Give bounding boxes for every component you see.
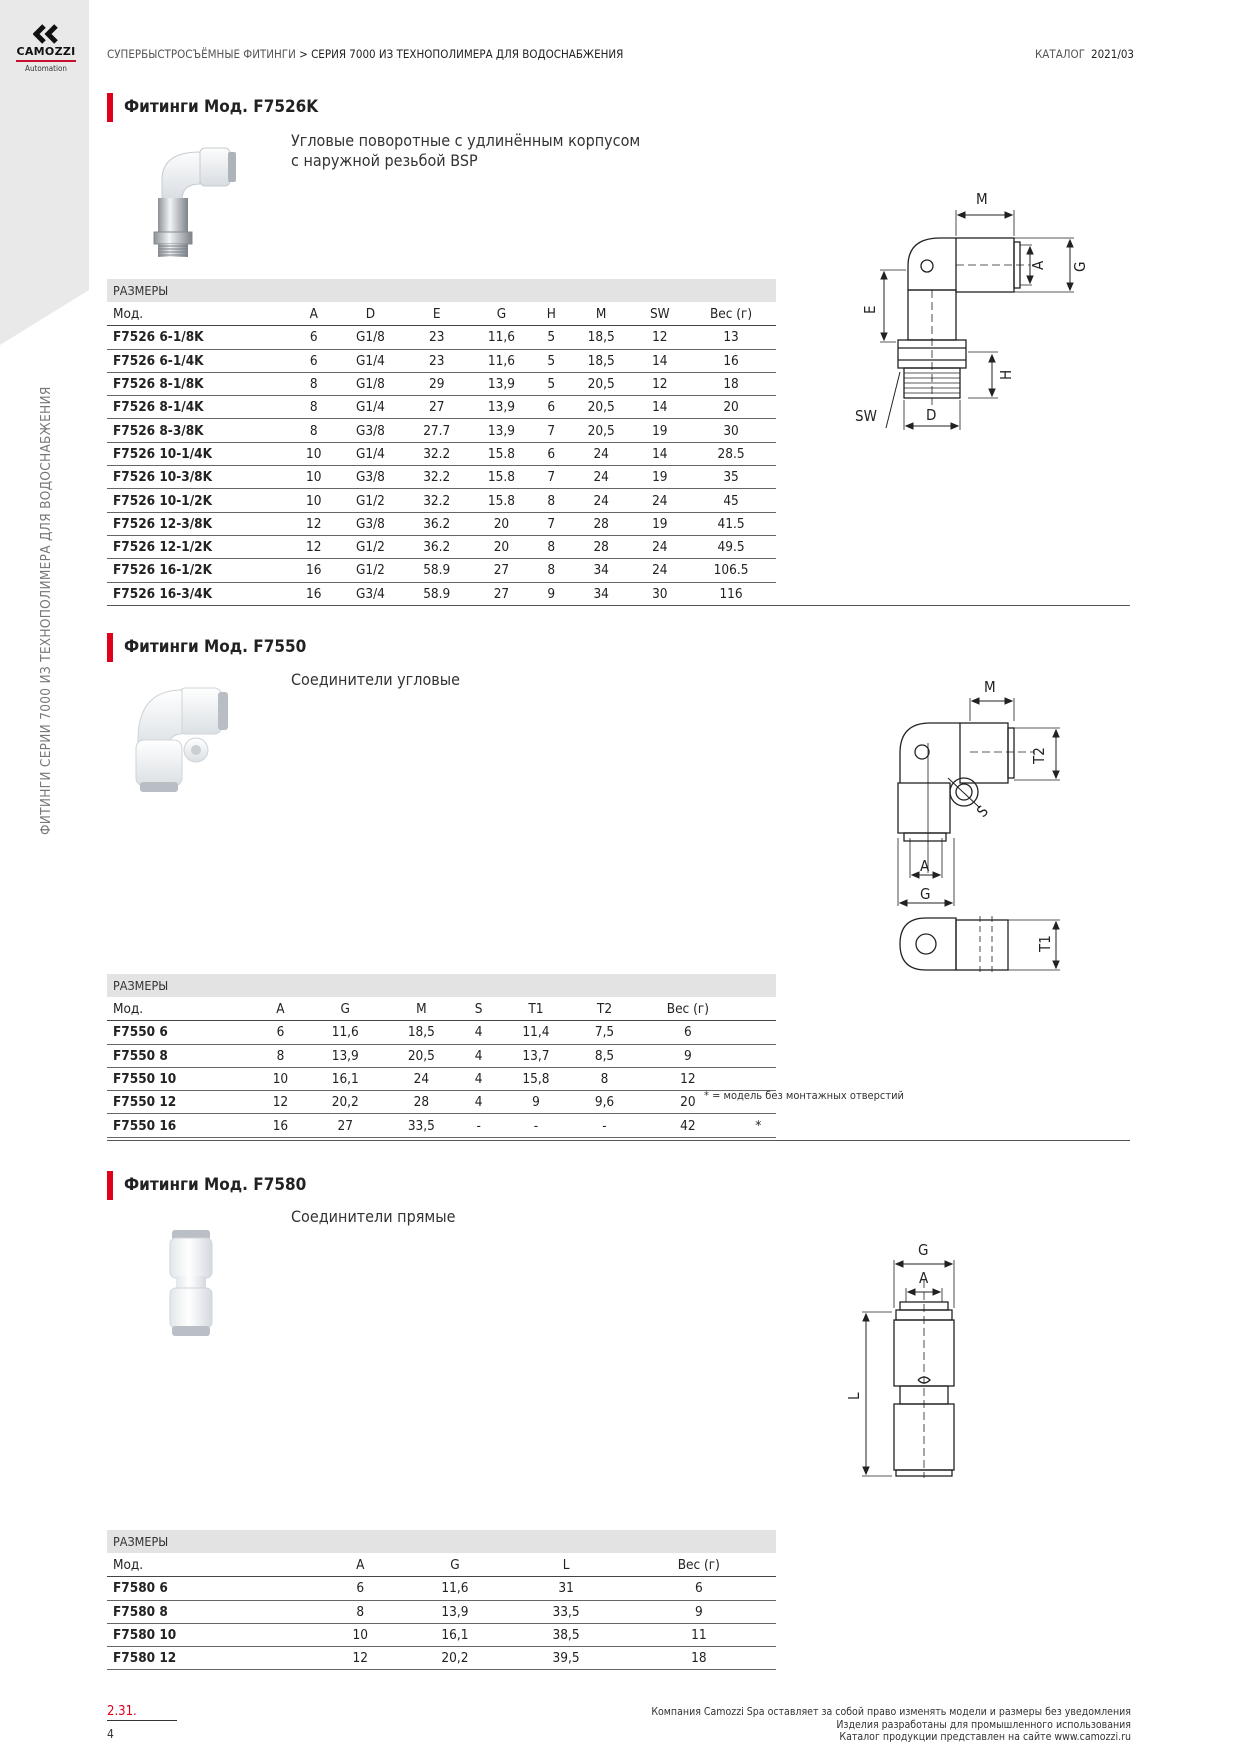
table-cell: 16 (291, 582, 336, 605)
table-row (107, 582, 776, 605)
model-code-cell: F7526 10-3/8K (107, 466, 291, 489)
model-code-cell: F7526 12-3/8K (107, 512, 291, 535)
dim-label-l: L (845, 1392, 863, 1400)
table-cell: 13,9 (469, 372, 534, 395)
dim-label-g: G (1071, 261, 1089, 272)
dim-label-s: S (973, 802, 992, 821)
brand-tagline: Automation (25, 64, 67, 73)
dim-label-a: A (1029, 260, 1047, 270)
table-cell: 35 (686, 466, 776, 489)
table-cell: 24 (569, 466, 634, 489)
table-cell: 30 (686, 419, 776, 442)
table-cell: 16 (291, 559, 336, 582)
table-cell: G3/8 (336, 466, 404, 489)
table-cell: 10 (291, 489, 336, 512)
model-code-cell: F7580 6 (107, 1577, 321, 1600)
table-cell: 11,6 (307, 1021, 383, 1044)
table-row (107, 512, 776, 535)
table-cell: 32.2 (404, 466, 469, 489)
table-cell: 24 (634, 535, 687, 558)
table-cell: 11,6 (399, 1577, 510, 1600)
table-cell: 10 (254, 1067, 308, 1090)
model-code-cell: F7580 12 (107, 1647, 321, 1670)
table-cell: 12 (291, 535, 336, 558)
table-cell: 7 (534, 512, 569, 535)
table-cell: 20 (635, 1091, 741, 1114)
table-cell: G1/4 (336, 396, 404, 419)
table-cell: 16 (254, 1114, 308, 1137)
table-cell: 27 (469, 582, 534, 605)
table-cell: 8 (321, 1600, 399, 1623)
col-header: G (469, 303, 534, 326)
table-cell: 58.9 (404, 582, 469, 605)
col-header: T2 (574, 998, 635, 1021)
table-cell: G1/2 (336, 535, 404, 558)
table-cell: 11,4 (498, 1021, 574, 1044)
table-cell: 24 (383, 1067, 459, 1090)
table-cell: 12 (634, 372, 687, 395)
table-cell: 7 (534, 466, 569, 489)
product-photo-f7550 (128, 680, 248, 798)
table-cell: 10 (291, 442, 336, 465)
model-code-cell: F7526 8-3/8K (107, 419, 291, 442)
dim-label-g: G (918, 1241, 929, 1259)
dim-label-t2: T2 (1030, 747, 1048, 764)
table-cell: 27 (307, 1114, 383, 1137)
table-header-row (107, 998, 776, 1021)
table-cell: 23 (404, 326, 469, 349)
table-cell: 9 (635, 1044, 741, 1067)
col-header: Вес (г) (686, 303, 776, 326)
table-cell: 6 (291, 326, 336, 349)
table-cell (741, 1067, 776, 1090)
table-row (107, 326, 776, 349)
table-cell: 49.5 (686, 535, 776, 558)
col-header: G (399, 1554, 510, 1577)
sidebar-vertical-title: ФИТИНГИ СЕРИИ 7000 ИЗ ТЕХНОПОЛИМЕРА ДЛЯ ВОДОСНАБЖЕНИЯ (38, 386, 54, 835)
table-cell: 9 (534, 582, 569, 605)
rows-f7526k (107, 326, 776, 606)
col-header: Мод. (107, 303, 291, 326)
table-cell: 24 (569, 442, 634, 465)
table-cell: 14 (634, 442, 687, 465)
col-header: A (321, 1554, 399, 1577)
table-cell: 19 (634, 419, 687, 442)
footer-section-number: 2.31. (107, 1704, 177, 1721)
table-cell: 6 (291, 349, 336, 372)
col-header: T1 (498, 998, 574, 1021)
section-title-f7526k: Фитинги Мод. F7526K (107, 93, 318, 122)
rows-f7550 (107, 1021, 776, 1137)
footer-disclaimer (651, 1706, 1131, 1744)
table-cell: 20,5 (383, 1044, 459, 1067)
table-row (107, 1091, 776, 1114)
col-header: E (404, 303, 469, 326)
table-cell: 14 (634, 396, 687, 419)
col-header: A (254, 998, 308, 1021)
table-cell: 32.2 (404, 442, 469, 465)
table-cell: G1/4 (336, 442, 404, 465)
table-cell: * (741, 1114, 776, 1137)
description-line-2: с наружной резьбой BSP (291, 151, 478, 170)
table-cell: 20,5 (569, 396, 634, 419)
table-row (107, 1021, 776, 1044)
col-header: A (291, 303, 336, 326)
brand-name: CAMOZZI (16, 45, 76, 58)
table-cell: 18 (686, 372, 776, 395)
col-header: Мод. (107, 998, 254, 1021)
table-cell: 8 (254, 1044, 308, 1067)
table-cell: 28 (569, 512, 634, 535)
table-cell: 15.8 (469, 489, 534, 512)
table-cell: G3/8 (336, 419, 404, 442)
table-cell: G1/2 (336, 489, 404, 512)
dim-label-g: G (920, 885, 931, 903)
table-cell: 6 (635, 1021, 741, 1044)
table-cell: 7 (534, 419, 569, 442)
table-cell: 28.5 (686, 442, 776, 465)
table-cell: - (498, 1114, 574, 1137)
table-cell: 11,6 (469, 349, 534, 372)
dim-label-h: H (997, 369, 1015, 380)
model-code-cell: F7550 12 (107, 1091, 254, 1114)
table-cell: 27.7 (404, 419, 469, 442)
col-header: SW (634, 303, 687, 326)
table-cell: 8 (291, 372, 336, 395)
catalog-label (1035, 47, 1134, 61)
table-cell: G1/8 (336, 326, 404, 349)
dim-label-d: D (926, 406, 937, 424)
table-header-row (107, 303, 776, 326)
footer-line-1: Компания Camozzi Spa оставляет за собой право изменять модели и размеры без уведомления (651, 1706, 1131, 1718)
col-header: S (459, 998, 497, 1021)
table-row (107, 1600, 776, 1623)
table-cell: 41.5 (686, 512, 776, 535)
breadcrumb-item-1[interactable]: СУПЕРБЫСТРОСЪЁМНЫЕ ФИТИНГИ (107, 47, 296, 61)
table-cell: 13,9 (307, 1044, 383, 1067)
table-row (107, 559, 776, 582)
table-cell: 28 (569, 535, 634, 558)
dimensions-table-f7526k (107, 279, 776, 606)
model-code-cell: F7526 8-1/4K (107, 396, 291, 419)
table-cell: 23 (404, 349, 469, 372)
table-cell: 15,8 (498, 1067, 574, 1090)
table-cell: 34 (569, 582, 634, 605)
sidebar-corner (0, 290, 89, 345)
table-row (107, 1044, 776, 1067)
table-cell: 30 (634, 582, 687, 605)
footer-page-number: 4 (107, 1727, 114, 1741)
table-cell: 13 (686, 326, 776, 349)
table-cell: 9,6 (574, 1091, 635, 1114)
drawing-f7550 (860, 668, 1080, 1008)
table-cell: 27 (404, 396, 469, 419)
table-cell: 18,5 (383, 1021, 459, 1044)
table-cell: 15.8 (469, 442, 534, 465)
table-cell: 24 (634, 559, 687, 582)
table-cell: 12 (254, 1091, 308, 1114)
table-row (107, 1067, 776, 1090)
table-cell: 20,5 (569, 372, 634, 395)
table-cell: 24 (634, 489, 687, 512)
model-code-cell: F7526 10-1/4K (107, 442, 291, 465)
table-cell: 12 (634, 326, 687, 349)
model-code-cell: F7526 12-1/2K (107, 535, 291, 558)
section-description-f7580 (291, 1207, 455, 1227)
product-photo-f7526k (138, 140, 244, 260)
dim-label-e: E (861, 305, 879, 314)
table-cell: G1/2 (336, 559, 404, 582)
col-header: Вес (г) (622, 1554, 776, 1577)
table-cell: 8 (574, 1067, 635, 1090)
table-title: РАЗМЕРЫ (107, 1530, 776, 1554)
table-cell: 32.2 (404, 489, 469, 512)
table-cell: 28 (383, 1091, 459, 1114)
drawing-f7526k (840, 190, 1090, 440)
table-cell: 18 (622, 1647, 776, 1670)
product-photo-f7580 (164, 1228, 220, 1340)
table-cell: 16 (686, 349, 776, 372)
model-code-cell: F7550 10 (107, 1067, 254, 1090)
table-cell: 36.2 (404, 512, 469, 535)
footnote: * = модель без монтажных отверстий (704, 1089, 904, 1102)
table-cell: 6 (254, 1021, 308, 1044)
table-cell: 24 (569, 489, 634, 512)
table-cell: 12 (635, 1067, 741, 1090)
table-cell: 20,5 (569, 419, 634, 442)
section-divider (107, 1140, 1130, 1141)
table-cell: 6 (321, 1577, 399, 1600)
table-cell: 18,5 (569, 349, 634, 372)
description-line-1: Соединители угловые (291, 670, 460, 689)
table-cell: 4 (459, 1021, 497, 1044)
dimensions-table-f7580 (107, 1530, 776, 1670)
table-cell: 13,9 (399, 1600, 510, 1623)
table-cell: G3/8 (336, 512, 404, 535)
col-header: H (534, 303, 569, 326)
table-cell: 106.5 (686, 559, 776, 582)
table-cell: 12 (321, 1647, 399, 1670)
model-code-cell: F7526 6-1/4K (107, 349, 291, 372)
table-cell: G1/4 (336, 349, 404, 372)
brand-rule (16, 60, 76, 62)
table-cell: G1/8 (336, 372, 404, 395)
table-cell: G3/4 (336, 582, 404, 605)
table-row (107, 372, 776, 395)
table-cell: 18,5 (569, 326, 634, 349)
table-cell: 6 (622, 1577, 776, 1600)
table-title: РАЗМЕРЫ (107, 279, 776, 303)
table-row (107, 1647, 776, 1670)
table-cell: 10 (291, 466, 336, 489)
table-cell: 38,5 (511, 1623, 622, 1646)
table-row (107, 349, 776, 372)
col-header: M (383, 998, 459, 1021)
table-cell: 20 (686, 396, 776, 419)
footer-line-3[interactable]: Каталог продукции представлен на сайте www.camozzi.ru (839, 1731, 1131, 1743)
dim-label-m: M (976, 190, 988, 208)
table-row (107, 1577, 776, 1600)
table-cell: 36.2 (404, 535, 469, 558)
section-divider (107, 605, 1130, 606)
table-row (107, 1623, 776, 1646)
table-cell: 8 (534, 559, 569, 582)
model-code-cell: F7550 6 (107, 1021, 254, 1044)
table-cell: 39,5 (511, 1647, 622, 1670)
section-title-f7580: Фитинги Мод. F7580 (107, 1171, 306, 1200)
col-header: Вес (г) (635, 998, 741, 1021)
catalog-label-text: КАТАЛОГ (1034, 47, 1086, 61)
table-cell: 12 (291, 512, 336, 535)
table-cell: 9 (498, 1091, 574, 1114)
table-cell: 5 (534, 372, 569, 395)
table-cell: 4 (459, 1091, 497, 1114)
table-cell: 20 (469, 512, 534, 535)
table-row (107, 396, 776, 419)
table-cell: 27 (469, 559, 534, 582)
table-cell: 42 (635, 1114, 741, 1137)
table-cell: 58.9 (404, 559, 469, 582)
col-header: M (569, 303, 634, 326)
table-cell: 15.8 (469, 466, 534, 489)
table-cell: 20 (469, 535, 534, 558)
dimensions-table-f7550 (107, 974, 776, 1138)
dim-label-t1: T1 (1036, 935, 1054, 952)
breadcrumb-item-2[interactable]: СЕРИЯ 7000 ИЗ ТЕХНОПОЛИМЕРА ДЛЯ ВОДОСНАБЖЕНИЯ (311, 47, 624, 61)
model-code-cell: F7580 10 (107, 1623, 321, 1646)
table-cell: 29 (404, 372, 469, 395)
table-cell: - (574, 1114, 635, 1137)
table-cell: 10 (321, 1623, 399, 1646)
model-code-cell: F7580 8 (107, 1600, 321, 1623)
table-cell: 8,5 (574, 1044, 635, 1067)
table-cell: 19 (634, 466, 687, 489)
table-cell: - (459, 1114, 497, 1137)
dim-label-sw: SW (855, 407, 877, 425)
table-cell: 4 (459, 1067, 497, 1090)
table-cell: 7,5 (574, 1021, 635, 1044)
table-cell (741, 1021, 776, 1044)
dim-label-a: A (920, 857, 930, 875)
table-cell: 4 (459, 1044, 497, 1067)
table-header-row (107, 1554, 776, 1577)
table-cell: 9 (622, 1600, 776, 1623)
col-header (741, 998, 776, 1021)
model-code-cell: F7550 8 (107, 1044, 254, 1067)
col-header: D (336, 303, 404, 326)
footer-line-2: Изделия разработаны для промышленного использования (836, 1718, 1131, 1731)
table-cell: 5 (534, 349, 569, 372)
dim-label-m: M (984, 678, 996, 696)
table-cell: 5 (534, 326, 569, 349)
model-code-cell: F7526 16-1/2K (107, 559, 291, 582)
table-cell: 45 (686, 489, 776, 512)
camozzi-logo-icon (33, 24, 59, 44)
table-row (107, 535, 776, 558)
model-code-cell: F7526 10-1/2K (107, 489, 291, 512)
table-row (107, 442, 776, 465)
table-row (107, 419, 776, 442)
table-row (107, 489, 776, 512)
table-cell: 31 (511, 1577, 622, 1600)
table-cell: 20,2 (399, 1647, 510, 1670)
dim-label-a: A (919, 1269, 929, 1287)
table-cell: 13,7 (498, 1044, 574, 1067)
table-cell: 20,2 (307, 1091, 383, 1114)
rows-f7580 (107, 1577, 776, 1670)
col-header: Мод. (107, 1554, 321, 1577)
section-description-f7526k (291, 131, 640, 171)
col-header: L (511, 1554, 622, 1577)
table-cell: 8 (291, 396, 336, 419)
table-row (107, 466, 776, 489)
section-description-f7550 (291, 670, 460, 690)
table-cell: 34 (569, 559, 634, 582)
table-cell: 16,1 (307, 1067, 383, 1090)
table-cell: 6 (534, 442, 569, 465)
table-cell: 33,5 (383, 1114, 459, 1137)
description-line-1: Соединители прямые (291, 1207, 456, 1226)
table-cell: 14 (634, 349, 687, 372)
drawing-f7580 (840, 1240, 980, 1480)
model-code-cell: F7526 6-1/8K (107, 326, 291, 349)
table-title: РАЗМЕРЫ (107, 974, 776, 998)
table-cell: 8 (291, 419, 336, 442)
breadcrumb (107, 47, 623, 61)
model-code-cell: F7550 16 (107, 1114, 254, 1137)
table-cell: 8 (534, 535, 569, 558)
table-cell (741, 1044, 776, 1067)
catalog-year: 2021/03 (1091, 47, 1134, 61)
table-cell: 11 (622, 1623, 776, 1646)
table-cell: 13,9 (469, 396, 534, 419)
model-code-cell: F7526 16-3/4K (107, 582, 291, 605)
breadcrumb-separator: > (299, 47, 308, 61)
section-title-f7550: Фитинги Мод. F7550 (107, 633, 306, 662)
table-cell: 13,9 (469, 419, 534, 442)
table-cell: 116 (686, 582, 776, 605)
model-code-cell: F7526 8-1/8K (107, 372, 291, 395)
table-cell: 6 (534, 396, 569, 419)
table-cell: 33,5 (511, 1600, 622, 1623)
table-cell: 19 (634, 512, 687, 535)
table-cell: 16,1 (399, 1623, 510, 1646)
col-header: G (307, 998, 383, 1021)
description-line-1: Угловые поворотные с удлинённым корпусом (291, 131, 641, 150)
brand-logo[interactable] (12, 24, 80, 73)
table-cell: 8 (534, 489, 569, 512)
table-row (107, 1114, 776, 1137)
table-cell: 11,6 (469, 326, 534, 349)
